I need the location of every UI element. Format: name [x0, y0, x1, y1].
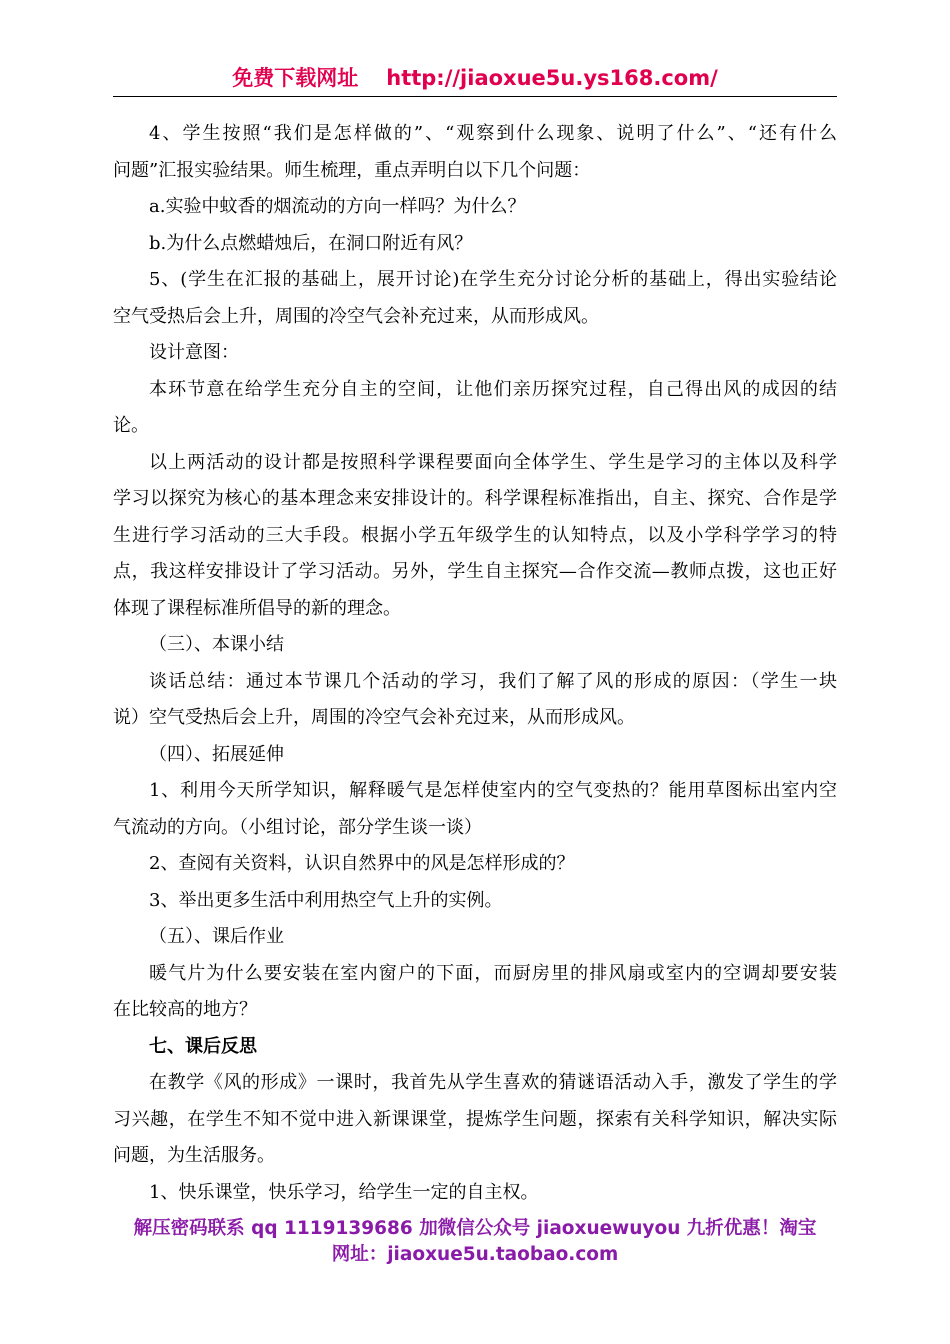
footer-contact-line: 解压密码联系 qq 1119139686 加微信公众号 jiaoxuewuyou 九折优惠！淘宝 — [133, 1218, 817, 1239]
paragraph-line: 2、查阅有关资料，认识自然界中的风是怎样形成的？ — [149, 853, 575, 874]
paragraph-line: 问题”汇报实验结果。师生梳理，重点弄明白以下几个问题： — [113, 159, 591, 181]
page-footer — [0, 1216, 950, 1268]
paragraph-line: a.实验中蚊香的烟流动的方向一样吗？为什么？ — [149, 196, 526, 217]
section-heading: （三）、本课小结 — [149, 634, 284, 655]
section-heading: 七、课后反思 — [149, 1035, 257, 1057]
paragraph-line: b.为什么点燃蜡烛后，在洞口附近有风？ — [149, 232, 473, 254]
header-label: 免费下载网址 — [232, 66, 359, 90]
paragraph-line: 1、利用今天所学知识，解释暖气是怎样使室内的空气变热的？能用草图标出室内空 — [149, 780, 837, 801]
paragraph-line: 谈话总结：通过本节课几个活动的学习，我们了解了风的形成的原因：（学生一块 — [149, 670, 837, 692]
header-url-link[interactable]: http://jiaoxue5u.ys168.com/ — [386, 66, 718, 90]
paragraph-line: 论。 — [113, 415, 149, 436]
paragraph-line: 学习以探究为核心的基本理念来安排设计的。科学课程标准指出，自主、探究、合作是学 — [113, 488, 837, 509]
paragraph-line: 在比较高的地方？ — [113, 999, 257, 1020]
paragraph-line: 5、(学生在汇报的基础上，展开讨论)在学生充分讨论分析的基础上，得出实验结论 — [149, 269, 837, 290]
paragraph-line: 生进行学习活动的三大手段。根据小学五年级学生的认知特点，以及小学科学学习的特 — [113, 524, 837, 546]
paragraph-line: 本环节意在给学生充分自主的空间，让他们亲历探究过程，自己得出风的成因的结 — [149, 378, 837, 400]
paragraph-line: 3、举出更多生活中利用热空气上升的实例。 — [149, 889, 503, 911]
paragraph-line: 以上两活动的设计都是按照科学课程要面向全体学生、学生是学习的主体以及科学 — [149, 451, 837, 473]
paragraph-line: 气流动的方向。（小组讨论，部分学生谈一谈） — [113, 816, 482, 838]
footer-shop-link[interactable]: 网址：jiaoxue5u.taobao.com — [331, 1244, 619, 1265]
paragraph-line: 说）空气受热后会上升，周围的冷空气会补充过来，从而形成风。 — [113, 707, 635, 728]
paragraph-line: 空气受热后会上升，周围的冷空气会补充过来，从而形成风。 — [113, 305, 599, 327]
paragraph-line: 在教学《风的形成》一课时，我首先从学生喜欢的猜谜语活动入手，激发了学生的学 — [149, 1072, 837, 1093]
paragraph-line: 4、学生按照“我们是怎样做的”、“观察到什么现象、说明了什么”、“还有什么 — [149, 123, 837, 144]
header-divider — [113, 96, 837, 97]
page-header — [0, 62, 950, 92]
paragraph-line: 暖气片为什么要安装在室内窗户的下面，而厨房里的排风扇或室内的空调却要安装 — [149, 962, 837, 984]
paragraph-line: 习兴趣，在学生不知不觉中进入新课课堂，提炼学生问题，探索有关科学知识，解决实际 — [113, 1108, 837, 1130]
paragraph-line: 体现了课程标准所倡导的新的理念。 — [113, 597, 401, 619]
document-body — [113, 116, 837, 1211]
paragraph-line: 问题，为生活服务。 — [113, 1145, 275, 1166]
paragraph-line: 点，我这样安排设计了学习活动。另外，学生自主探究—合作交流—教师点拨，这也正好 — [113, 561, 837, 582]
paragraph-line: 1、快乐课堂，快乐学习，给学生一定的自主权。 — [149, 1181, 539, 1203]
section-heading: （四）、拓展延伸 — [149, 743, 284, 765]
section-heading: （五）、课后作业 — [149, 926, 284, 947]
paragraph-line: 设计意图： — [149, 342, 239, 363]
